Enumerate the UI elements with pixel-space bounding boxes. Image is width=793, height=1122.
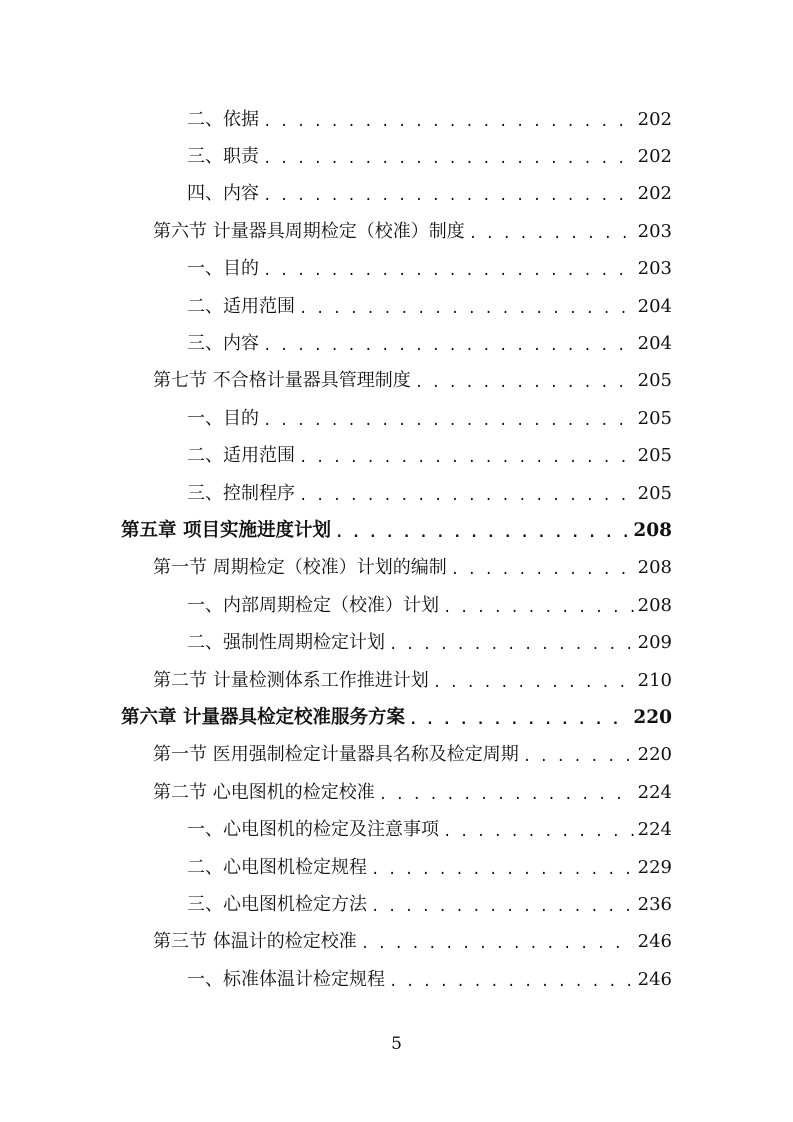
page-number: 5 bbox=[391, 1034, 402, 1054]
dot-leader bbox=[389, 638, 634, 652]
toc-entry-title: 第一节 医用强制检定计量器具名称及检定周期 bbox=[153, 744, 519, 766]
toc-entry[interactable] bbox=[0, 662, 793, 699]
toc-entry[interactable] bbox=[0, 699, 793, 736]
toc-entry[interactable] bbox=[0, 138, 793, 175]
toc-entry-title: 二、适用范围 bbox=[187, 295, 295, 317]
toc-entry[interactable] bbox=[0, 101, 793, 138]
dot-leader bbox=[409, 713, 629, 727]
toc-entry-page: 203 bbox=[637, 258, 672, 280]
toc-entry[interactable] bbox=[0, 400, 793, 437]
toc-entry[interactable] bbox=[0, 512, 793, 549]
toc-entry[interactable] bbox=[0, 363, 793, 400]
dot-leader bbox=[371, 863, 634, 877]
toc-entry-title: 一、内部周期检定（校准）计划 bbox=[187, 594, 439, 616]
toc-entry-page: 202 bbox=[637, 146, 672, 168]
toc-entry-page: 220 bbox=[637, 744, 672, 766]
dot-leader bbox=[523, 750, 634, 764]
toc-entry-title: 第二节 计量检测体系工作推进计划 bbox=[153, 669, 429, 691]
toc-entry-title: 一、目的 bbox=[187, 407, 259, 429]
toc-entry-page: 220 bbox=[633, 706, 672, 728]
toc-entry-page: 236 bbox=[637, 893, 672, 915]
toc-entry[interactable] bbox=[0, 251, 793, 288]
toc-entry-page: 205 bbox=[637, 482, 672, 504]
dot-leader bbox=[263, 414, 634, 428]
dot-leader bbox=[469, 227, 634, 241]
dot-leader bbox=[299, 302, 634, 316]
toc-entry-page: 204 bbox=[637, 333, 672, 355]
toc-entry-page: 224 bbox=[637, 819, 672, 841]
toc-entry-page: 203 bbox=[637, 220, 672, 242]
toc-entry-title: 二、适用范围 bbox=[187, 445, 295, 467]
dot-leader bbox=[379, 788, 634, 802]
toc-entry-page: 202 bbox=[637, 183, 672, 205]
toc-entry[interactable] bbox=[0, 774, 793, 811]
toc-entry-page: 210 bbox=[637, 669, 672, 691]
toc-entry[interactable] bbox=[0, 475, 793, 512]
dot-leader bbox=[263, 189, 634, 203]
toc-entry-title: 二、强制性周期检定计划 bbox=[187, 632, 385, 654]
toc-entry-title: 一、心电图机的检定及注意事项 bbox=[187, 819, 439, 841]
toc-entry-page: 224 bbox=[637, 781, 672, 803]
dot-leader bbox=[299, 451, 634, 465]
toc-entry[interactable] bbox=[0, 213, 793, 250]
toc-entry-title: 四、内容 bbox=[187, 183, 259, 205]
toc-entry-title: 二、心电图机检定规程 bbox=[187, 856, 367, 878]
toc-entry-page: 202 bbox=[637, 108, 672, 130]
toc-entry-title: 第六章 计量器具检定校准服务方案 bbox=[121, 706, 405, 728]
dot-leader bbox=[443, 825, 634, 839]
toc-entry-page: 205 bbox=[637, 370, 672, 392]
dot-leader bbox=[361, 937, 634, 951]
toc-entry-title: 三、内容 bbox=[187, 333, 259, 355]
toc-entry[interactable] bbox=[0, 288, 793, 325]
toc-entry[interactable] bbox=[0, 849, 793, 886]
toc-entry-title: 一、目的 bbox=[187, 258, 259, 280]
toc-entry-title: 第三节 体温计的检定校准 bbox=[153, 931, 357, 953]
toc-entry[interactable] bbox=[0, 924, 793, 961]
toc-entry[interactable] bbox=[0, 737, 793, 774]
toc-entry-title: 第六节 计量器具周期检定（校准）制度 bbox=[153, 220, 465, 242]
toc-entry-page: 246 bbox=[637, 931, 672, 953]
dot-leader bbox=[389, 975, 634, 989]
toc-entry[interactable] bbox=[0, 961, 793, 998]
dot-leader bbox=[263, 152, 634, 166]
dot-leader bbox=[433, 676, 634, 690]
toc-entry[interactable] bbox=[0, 811, 793, 848]
toc-entry-title: 三、职责 bbox=[187, 146, 259, 168]
toc-entry-page: 209 bbox=[637, 632, 672, 654]
toc-entry-title: 第七节 不合格计量器具管理制度 bbox=[153, 370, 411, 392]
toc-entry-page: 246 bbox=[637, 968, 672, 990]
toc-entry-title: 一、标准体温计检定规程 bbox=[187, 968, 385, 990]
toc-entry[interactable] bbox=[0, 587, 793, 624]
dot-leader bbox=[299, 489, 634, 503]
toc-entry-title: 第五章 项目实施进度计划 bbox=[121, 519, 331, 541]
toc-entry-title: 三、控制程序 bbox=[187, 482, 295, 504]
dot-leader bbox=[263, 115, 634, 129]
dot-leader bbox=[443, 601, 634, 615]
toc-entry-page: 204 bbox=[637, 295, 672, 317]
toc-entry[interactable] bbox=[0, 886, 793, 923]
toc-entry[interactable] bbox=[0, 550, 793, 587]
dot-leader bbox=[263, 339, 634, 353]
toc-entry[interactable] bbox=[0, 325, 793, 362]
dot-leader bbox=[451, 563, 634, 577]
toc-entry-page: 208 bbox=[637, 557, 672, 579]
dot-leader bbox=[263, 264, 634, 278]
toc-entry-page: 208 bbox=[637, 594, 672, 616]
table-of-contents bbox=[0, 101, 793, 998]
toc-entry[interactable] bbox=[0, 438, 793, 475]
toc-entry[interactable] bbox=[0, 176, 793, 213]
toc-entry-title: 第一节 周期检定（校准）计划的编制 bbox=[153, 557, 447, 579]
toc-entry-page: 205 bbox=[637, 407, 672, 429]
toc-entry-page: 208 bbox=[633, 519, 672, 541]
dot-leader bbox=[335, 526, 629, 540]
toc-entry[interactable] bbox=[0, 624, 793, 661]
toc-entry-title: 二、依据 bbox=[187, 108, 259, 130]
toc-entry-page: 229 bbox=[637, 856, 672, 878]
dot-leader bbox=[371, 900, 634, 914]
toc-entry-page: 205 bbox=[637, 445, 672, 467]
toc-entry-title: 第二节 心电图机的检定校准 bbox=[153, 781, 375, 803]
toc-entry-title: 三、心电图机检定方法 bbox=[187, 893, 367, 915]
dot-leader bbox=[415, 376, 634, 390]
